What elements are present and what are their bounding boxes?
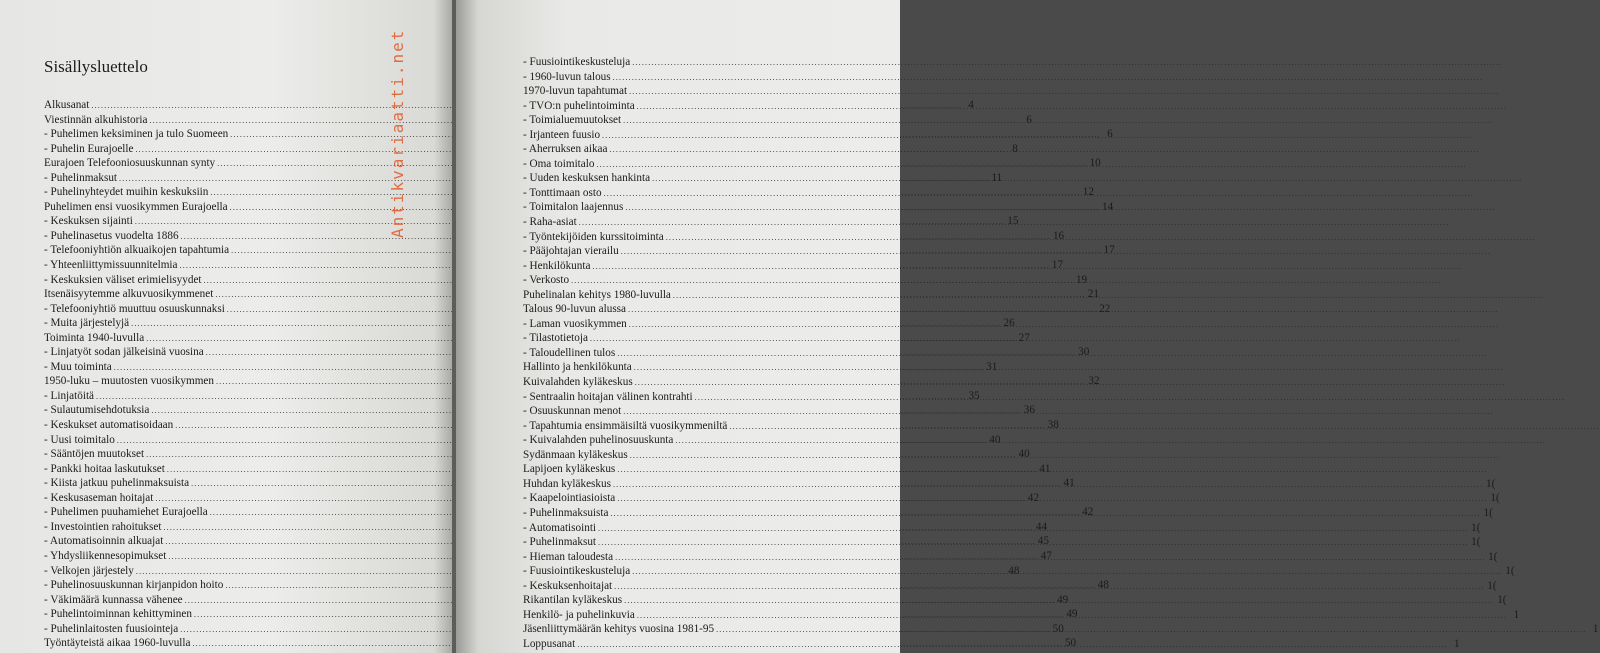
toc-entry-page: 11 [991, 171, 1003, 184]
toc-entry-page: 50 [1052, 622, 1064, 635]
toc-entry [523, 55, 913, 70]
toc-entry-label: Viestinnän alkuhistoria [44, 113, 148, 126]
toc-entry-page: 35 [968, 389, 980, 402]
toc-entry-label: - Tapahtumia ensimmäisiltä vuosikymmeniltä [523, 419, 728, 432]
toc-entry-label: Alkusanat [44, 99, 90, 111]
toc-entry-label: - Yhdysliikennesopimukset [44, 549, 167, 562]
toc-entry [523, 230, 913, 245]
toc-entry-label: Työntäyteistä aikaa 1960-luvulla [44, 637, 191, 650]
toc-leader-dots [621, 245, 1491, 260]
toc-entry [523, 113, 913, 128]
toc-entry-label: - Pankki hoitaa laskutukset [44, 462, 165, 475]
toc-entry-label: 1970-luvun tapahtumat [523, 85, 628, 98]
toc-entry-label: - Verkosto [523, 274, 570, 287]
toc-entry-page: 10 [1089, 157, 1101, 170]
toc-entry [523, 462, 913, 477]
toc-entry-label: - Puhelintoiminnan kehittyminen [44, 608, 192, 621]
toc-leader-dots [617, 492, 1487, 507]
toc-leader-dots [615, 551, 1485, 566]
toc-entry-page: 50 [1064, 637, 1077, 650]
toc-leader-dots [592, 260, 1462, 275]
toc-entry-page: 1 [1454, 637, 1460, 650]
toc-entry-page: 41 [1039, 462, 1051, 475]
toc-entry-label: - Puhelinlaitosten fuusiointeja [44, 622, 179, 635]
toc-entry-label: - Kaapelointiasioista [523, 492, 616, 505]
toc-entry [523, 433, 913, 448]
toc-leader-dots [602, 129, 1472, 144]
toc-leader-dots [625, 201, 1495, 216]
toc-leader-dots [637, 100, 1507, 115]
toc-entry-label: - Keskuksien väliset erimielisyydet [44, 273, 202, 286]
toc-entry-label: - Automatisointi [523, 521, 597, 534]
toc-entry [523, 171, 913, 186]
toc-entry-page: 38 [1047, 419, 1059, 432]
toc-entry-page: 8 [1012, 142, 1018, 155]
toc-entry-page: 45 [1037, 535, 1049, 548]
toc-entry-label: - Toimitalon laajennus [523, 201, 624, 214]
toc-entry-label: - Linjatöitä [44, 389, 95, 402]
toc-entry [523, 70, 913, 85]
toc-leader-dots [614, 580, 1484, 595]
toc-leader-dots [635, 376, 1505, 391]
toc-leader-dots [598, 522, 1468, 537]
toc-entry-page: 31 [986, 360, 998, 373]
toc-entry-label: - Telefooniyhtiö muuttuu osuuskunnaksi [44, 302, 225, 315]
toc-entry-label: - Puhelinmaksuista [523, 506, 609, 519]
toc-entry-page: 1( [1488, 550, 1498, 563]
toc-leader-dots [579, 216, 1449, 231]
toc-entry-page: 16 [1052, 229, 1065, 242]
toc-leader-dots [577, 638, 1447, 653]
toc-entry-page: 42 [1027, 491, 1039, 504]
toc-entry-label: - Sääntöjen muutokset [44, 448, 145, 461]
toc-entry-page: 12 [1082, 186, 1094, 199]
toc-entry-page: 1( [1486, 477, 1496, 490]
toc-entry-label: - Osuuskunnan menot [523, 405, 622, 418]
toc-entry-label: - Kiista jatkuu puhelinmaksuista [44, 477, 190, 490]
toc-entry-label: - Puhelimen keksiminen ja tulo Suomeen [44, 128, 229, 141]
toc-entry-label: - Telefooniyhtiön alkuaikojen tapahtumia [44, 244, 230, 257]
toc-entry [523, 259, 913, 274]
watermark: Antikvariaatti.net [388, 28, 407, 238]
toc-entry [523, 157, 913, 172]
toc-entry-label: - Puhelinmaksut [44, 171, 118, 184]
toc-leader-dots [629, 85, 1499, 100]
toc-entry-page: 32 [1088, 375, 1100, 388]
toc-entry-page: 6 [1026, 113, 1032, 126]
toc-entry-label: - Muu toiminta [44, 360, 112, 373]
toc-entry [523, 419, 913, 434]
toc-entry-page: 1( [1497, 594, 1507, 607]
toc-leader-dots [613, 71, 1483, 86]
toc-entry-label: - Velkojen järjestely [44, 564, 134, 577]
toc-entry-page: 36 [1023, 404, 1035, 417]
toc-title: Sisällysluettelo [44, 57, 148, 76]
toc-entry-page: 49 [1057, 593, 1069, 606]
toc-entry-label: Henkilö- ja puhelinkuvia [523, 608, 635, 621]
toc-entry-page: 48 [1008, 564, 1020, 577]
toc-entry [523, 84, 913, 99]
toc-entry [523, 404, 913, 419]
toc-entry-label: - Tilastotietoja [523, 332, 588, 345]
toc-entry-label: - Raha-asiat [523, 216, 577, 229]
toc-entry-label: - Fuusiointikeskusteluja [523, 565, 631, 578]
toc-leader-dots [632, 565, 1502, 580]
toc-entry [523, 360, 913, 375]
toc-entry-label: - Keskuksenhoitajat [523, 579, 613, 592]
toc-entry-label: - 1960-luvun talous [523, 70, 611, 83]
toc-entry-label: - Aherruksen aikaa [523, 143, 608, 156]
toc-leader-dots [716, 623, 1586, 638]
toc-leader-dots [571, 274, 1441, 289]
toc-entry-page: 48 [1097, 579, 1109, 592]
toc-entry [523, 448, 913, 463]
toc-entry-label: - Yhteenliittymissuunnitelmia [44, 259, 178, 272]
toc-entry [523, 142, 913, 157]
toc-entry [523, 302, 913, 317]
toc-entry-label: Puhelimen ensi vuosikymmen Eurajoella [44, 200, 228, 213]
toc-entry-page: 17 [1103, 244, 1115, 257]
toc-entry [523, 200, 913, 215]
toc-entry-page: 14 [1102, 200, 1114, 213]
toc-entry-label: Rikantilan kyläkeskus [523, 594, 623, 607]
toc-entry-page: 17 [1051, 259, 1064, 272]
toc-entry-label: - Tonttimaan osto [523, 186, 602, 199]
toc-entry-label: - Fuusiointikeskusteluja [523, 56, 631, 68]
toc-entry-label: - Puhelimen puuhamiehet Eurajoella [44, 506, 208, 519]
toc-entry-page: 21 [1087, 288, 1099, 301]
toc-entry [523, 288, 913, 303]
toc-entry-page: 42 [1082, 506, 1094, 519]
toc-leader-dots [637, 609, 1507, 624]
toc-entry-label: - Irjanteen fuusio [523, 128, 601, 141]
toc-leader-dots [675, 434, 1545, 449]
toc-entry-page: 40 [989, 433, 1001, 446]
toc-entry-label: Eurajoen Telefooniosuuskunnan synty [44, 157, 216, 170]
toc-entry-label: - Uusi toimitalo [44, 433, 115, 446]
toc-entry-label: - Toimialuemuutokset [523, 114, 622, 127]
toc-entry-page: 22 [1099, 302, 1111, 315]
toc-entry-label: - Automatisoinnin alkuajat [44, 535, 164, 548]
toc-entry [523, 346, 913, 361]
toc-entry-label: Jäsenliittymäärän kehitys vuosina 1981-95 [523, 623, 715, 636]
toc-entry-label: - Muita järjestelyjä [44, 317, 130, 330]
toc-leader-dots [610, 507, 1480, 522]
toc-entry [523, 99, 913, 114]
toc-entry-page: 15 [1007, 215, 1019, 228]
toc-leader-dots [666, 231, 1536, 246]
toc-entry-label: - Puhelinmaksut [523, 536, 597, 549]
toc-entry-label: - Hieman taloudesta [523, 550, 614, 563]
toc-entry-label: - Oma toimitalo [523, 157, 595, 170]
toc-entry-page: 41 [1063, 477, 1075, 490]
toc-entry [523, 375, 913, 390]
toc-leader-dots [695, 391, 1565, 406]
toc-leader-dots [628, 303, 1498, 318]
toc-entry-label: - Keskuksen sijainti [44, 215, 133, 228]
toc-leader-dots [590, 332, 1460, 347]
toc-entry-label: - Linjatyöt sodan jälkeisinä vuosina [44, 346, 204, 359]
toc-entry [523, 331, 913, 346]
toc-entry-label: Puhelinalan kehitys 1980-luvulla [523, 288, 671, 301]
toc-leader-dots [596, 158, 1466, 173]
toc-entry [523, 244, 913, 259]
toc-entry-page: 30 [1078, 346, 1090, 359]
toc-entry-page: 40 [1018, 448, 1030, 461]
toc-entry-page: 47 [1040, 549, 1052, 562]
toc-entry [523, 128, 913, 143]
toc-entry-label: Huhdan kyläkeskus [523, 477, 611, 490]
toc-leader-dots [652, 172, 1522, 187]
toc-entry-label: Kuivalahden kyläkeskus [523, 376, 633, 389]
toc-entry-label: - Sentraalin hoitajan välinen kontrahti [523, 390, 693, 403]
toc-leader-dots [624, 594, 1494, 609]
toc-leader-dots [604, 187, 1474, 202]
toc-leader-dots [673, 289, 1543, 304]
toc-entry-page: 49 [1066, 608, 1078, 621]
toc-entry-label: - Työntekijöiden kurssitoiminta [523, 230, 664, 243]
toc-leader-dots [610, 143, 1480, 158]
toc-entry-label: 1950-luku – muutosten vuosikymmen [44, 375, 214, 388]
toc-entry-label: - Puhelin Eurajoelle [44, 142, 134, 155]
toc-entry-page: 1( [1471, 521, 1481, 534]
toc-entry-label: Lapijoen kyläkeskus [523, 463, 616, 476]
toc-entry-label: - Puhelinosuuskunnan kirjanpidon hoito [44, 579, 224, 592]
toc-entry-label: - Taloudellinen tulos [523, 346, 616, 359]
toc-leader-dots [623, 405, 1493, 420]
toc-entry [523, 390, 913, 405]
toc-entry-page: 4 [968, 99, 974, 111]
toc-entry [523, 273, 913, 288]
toc-entry-page: 1( [1505, 565, 1515, 578]
toc-entry-page: 1( [1490, 492, 1500, 505]
toc-entry [523, 215, 913, 230]
toc-entry-page: 27 [1018, 331, 1030, 344]
toc-entry-label: Itsenäisyytemme alkuvuosikymmenet [44, 288, 214, 301]
toc-leader-dots [617, 463, 1487, 478]
toc-entry-label: - Kuivalahden puhelinosuuskunta [523, 434, 674, 447]
toc-leader-dots [617, 347, 1487, 362]
toc-leader-dots [613, 478, 1483, 493]
toc-leader-dots [729, 420, 1599, 435]
toc-entry-label: - Pääjohtajan vierailu [523, 245, 619, 258]
toc-entry-page: 1 [1592, 623, 1599, 636]
toc-entry-label: - Laman vuosikymmen [523, 317, 627, 330]
toc-entry-label: Sydänmaan kyläkeskus [523, 448, 628, 461]
toc-entry-label: Loppusanat [523, 637, 576, 650]
toc-entry-label: - Väkimäärä kunnassa vähenee [44, 593, 183, 606]
toc-entry-page: 1( [1483, 506, 1493, 519]
toc-entry-page: 1( [1471, 536, 1481, 549]
toc-entry-label: - Keskukset automatisoidaan [44, 419, 174, 432]
toc-leader-dots [634, 361, 1504, 376]
toc-entry-label: - Investointien rahoitukset [44, 520, 162, 533]
toc-leader-dots [632, 56, 1502, 71]
toc-entry-label: Toiminta 1940-luvulla [44, 331, 145, 344]
toc-leader-dots [629, 318, 1499, 333]
toc-entry-page: 1 [1513, 608, 1520, 621]
toc-entry-label: - Puhelinyhteydet muihin keskuksiin [44, 186, 209, 199]
toc-entry-page: 1( [1487, 579, 1497, 592]
toc-leader-dots [630, 449, 1500, 464]
toc-entry [523, 317, 913, 332]
toc-entry-label: - Puhelinasetus vuodelta 1886 [44, 229, 179, 242]
toc-leader-dots [623, 114, 1493, 129]
toc-entry-label: Talous 90-luvun alussa [523, 303, 626, 316]
toc-entry-label: Hallinto ja henkilökunta [523, 361, 632, 374]
toc-entry-label: - Henkilökunta [523, 259, 591, 272]
toc-entry-page: 26 [1003, 317, 1015, 330]
toc-entry [523, 186, 913, 201]
toc-entry-label: - Sulautumisehdotuksia [44, 404, 150, 417]
toc-entry-page: 19 [1075, 273, 1088, 286]
toc-entry-page: 6 [1107, 128, 1113, 141]
toc-entry-page: 44 [1035, 520, 1048, 533]
toc-entry-label: - TVO:n puhelintoiminta [523, 99, 635, 112]
toc-leader-dots [598, 536, 1468, 551]
toc-entry-label: - Keskusaseman hoitajat [44, 491, 154, 504]
toc-entry-label: - Uuden keskuksen hankinta [523, 172, 651, 185]
